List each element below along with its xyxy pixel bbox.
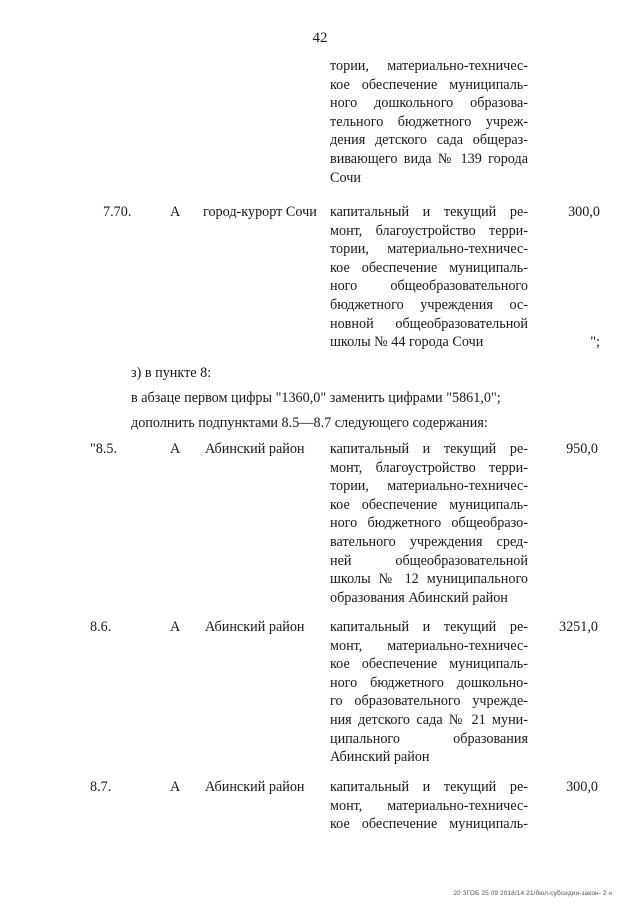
- item-amount: 950,0: [566, 441, 598, 457]
- description-line: бюджетного учреждения ос-: [330, 296, 528, 313]
- footer-file-reference: 20 ЗГОБ 25 09 2018/14 21/бюл-субсидии-закон- 2 ч: [453, 890, 612, 897]
- description-line: ния детского сада № 21 муни-: [330, 711, 528, 728]
- paragraph-add-subitems: дополнить подпунктами 8.5—8.7 следующего содержания:: [131, 415, 488, 431]
- paragraph-replace-figures: в абзаце первом цифры "1360,0" заменить цифрами "5861,0";: [131, 390, 501, 406]
- item-description: [330, 618, 528, 767]
- description-line: ного общеобразовательного: [330, 278, 528, 295]
- page-number: 42: [312, 30, 328, 46]
- description-line: дения детского сада общераз-: [330, 132, 528, 149]
- description-line: монт, материально-техничес-: [330, 797, 528, 814]
- description-line: тельного бюджетного учреж-: [330, 113, 528, 130]
- item-number: "8.5.: [90, 441, 118, 457]
- description-line: ного дошкольного образова-: [330, 95, 528, 112]
- item-territory: Абинский район: [205, 441, 305, 457]
- description-line: ципального образования: [330, 730, 528, 747]
- description-line: школы № 44 города Сочи: [330, 334, 484, 351]
- closing-quote: ";: [590, 334, 600, 350]
- description-line: кое обеспечение муниципаль-: [330, 496, 528, 513]
- paragraph-subclause: з) в пункте 8:: [131, 365, 212, 381]
- description-line: кое обеспечение муниципаль-: [330, 816, 528, 833]
- description-line: капитальный и текущий ре-: [330, 619, 528, 635]
- description-line: вивающего вида № 139 города: [330, 150, 528, 167]
- item-category: А: [170, 441, 181, 457]
- description-line: монт, благоустройство терри-: [330, 222, 528, 239]
- item-description: [330, 778, 528, 834]
- item-number: 7.70.: [103, 204, 132, 220]
- description-line: ного бюджетного дошкольно-: [330, 674, 528, 691]
- item-description: [330, 203, 528, 352]
- item-category: А: [170, 619, 181, 635]
- description-line: монт, материально-техничес-: [330, 637, 528, 654]
- item-category: А: [170, 779, 181, 795]
- description-line: тории, материально-техничес-: [330, 241, 528, 258]
- description-line: вательного учреждения сред-: [330, 533, 528, 550]
- description-line: образования Абинский район: [330, 589, 508, 606]
- description-line: Абинский район: [330, 749, 430, 766]
- description-line: ней общеобразовательной: [330, 552, 528, 569]
- item-number: 8.7.: [90, 779, 112, 795]
- description-line: ного бюджетного общеобразо-: [330, 515, 528, 532]
- description-line: монт, благоустройство терри-: [330, 459, 528, 476]
- item-category: А: [170, 204, 181, 220]
- item-territory: Абинский район: [205, 619, 305, 635]
- description-line: кое обеспечение муниципаль-: [330, 76, 528, 93]
- item-amount: 300,0: [568, 204, 600, 220]
- description-line: кое обеспечение муниципаль-: [330, 656, 528, 673]
- description-line: капитальный и текущий ре-: [330, 204, 528, 220]
- item-number: 8.6.: [90, 619, 112, 635]
- continuation-description: [330, 57, 528, 187]
- description-line: капитальный и текущий ре-: [330, 441, 528, 457]
- item-territory: город-курорт Сочи: [203, 204, 317, 220]
- description-line: новной общеобразовательной: [330, 315, 528, 332]
- item-amount: 300,0: [566, 779, 598, 795]
- description-line: кое обеспечение муниципаль-: [330, 259, 528, 276]
- item-amount: 3251,0: [558, 619, 598, 635]
- description-line: го образовательного учрежде-: [330, 693, 528, 710]
- description-line: капитальный и текущий ре-: [330, 779, 528, 795]
- description-line: тории, материально-техничес-: [330, 478, 528, 495]
- description-line: школы № 12 муниципального: [330, 571, 528, 588]
- description-line: Сочи: [330, 169, 361, 186]
- item-description: [330, 440, 528, 607]
- description-line: тории, материально-техничес-: [330, 58, 528, 74]
- item-territory: Абинский район: [205, 779, 305, 795]
